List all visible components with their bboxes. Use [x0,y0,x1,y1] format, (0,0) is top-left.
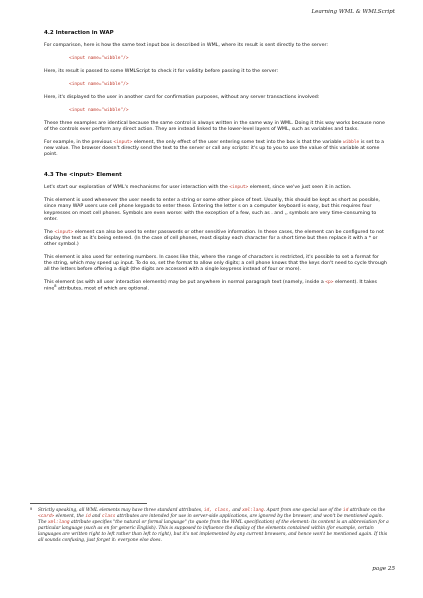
footnote [30,508,390,543]
page-number: page 25 [372,566,395,572]
paragraph [44,140,388,159]
text-run: attributes, most of which are optional. [56,286,149,292]
text-run: attribute on the [348,508,386,513]
text-run: element, the only effect of the user entering some text into the box is that the variable [132,139,343,145]
text-run: and [90,513,102,519]
inline-code: xml:lang [242,508,264,513]
text-run: This element (as with all user interaction elements) may be put anywhere in normal paragraph text (namely, inside a [44,280,326,286]
code-sample: <input name="wibble"/> [69,56,129,61]
heading-code: <input> [68,172,95,179]
text-run: element, the [54,513,86,519]
inline-code: wibble [343,139,360,145]
paragraph: For comparison, here is how the same text input box is described in WML, where its result is sent directly to the server: [44,43,328,49]
paragraph [44,280,388,293]
inline-code: xml:lang [47,519,70,525]
inline-code: <p> [325,280,334,286]
paragraph [44,230,388,249]
paragraph [44,185,388,191]
heading-run: Element [94,172,122,179]
code-sample: <input name="wibble"/> [69,81,129,87]
paragraph: These three examples are identical because the same control is always written in the same way in WML. Doing it this way works because none of the controls ever perform any direct action. They are instead linked to the lower-level layers of WML, such as variables and tasks. [44,120,385,132]
page-body [44,30,388,300]
section-heading-4-3 [44,172,388,178]
paragraph: This element is also used for entering numbers. In cases like this, where the range of characters is restricted, it's possible to set a format for the string, which may speed up input. To do so, set the format to allow only digits; a cell phone knows that the keys don't need to cycle through all the letters before offering a digit (the digits are accessed with a single keypress instead of four or more). [44,254,387,273]
text-run: and [230,508,243,513]
text-run: Let's start our exploration of WML's mechanisms for user interaction with the [44,185,230,191]
text-run: element, since we've just seen it in action. [248,185,352,191]
inline-code: id, class, [203,508,231,513]
footnote-ref[interactable]: 8 [54,284,57,289]
inline-code: class [101,513,116,519]
paragraph: Here, it's displayed to the user in another card for confirmation purposes, without any server transactions involved: [44,94,320,100]
paragraph: Here, its result is passed to some WMLScript to check it for validity before passing it to the server: [44,69,279,74]
heading-run: 4.3 The [44,172,69,179]
section-heading-4-2: 4.2 Interaction in WAP [44,30,114,36]
inline-code: id [85,513,91,519]
text-run: The [44,229,55,235]
text-run: For example, in the previous [44,139,114,145]
inline-code: <card> [38,513,55,519]
text-run: attributes are intended for use in server-side applications, are ignored by the browser, and won't be mentioned again. The [38,513,383,525]
text-run: is set to a new value. The browser doesn't directly send the text to the server or call any scripts: it's up to you to use the value of this variable at some point. [44,139,385,157]
text-run: element). It takes nine [44,280,377,292]
text-run: attribute specifies "the natural or formal language" (to quote from the WML specification) of the element: its content is an abbreviation for a particular language (such as en for generic English). This is supposed to influence the display of the elements contained within (for example, certain languages are written right to left rather than left to right), but it's not implemented by any current browsers, and hence won't be mentioned again. If this all sounds confusing, just forget it: everyone else does. [38,519,389,543]
text-run: Strictly speaking, all WML elements may have three standard attributes, [38,508,204,513]
inline-code: id [342,508,349,513]
inline-code: <input> [113,139,133,145]
footnote-divider [30,503,147,504]
inline-code: <input> [229,185,249,191]
code-sample: <input name="wibble"/> [69,107,129,113]
footnote-marker: 8 [30,507,33,511]
text-run: . Apart from one special use of the [263,508,343,513]
text-run: element can also be used to enter passwords or other sensitive information. In these cases, the element can be configured to not display the text as it's being entered. (In the case of cell phones, most display each character for a short time but then replace it with a * or other symbol.) [44,229,384,248]
inline-code: <input> [54,229,74,235]
footnote-text [38,508,390,543]
paragraph: This element is used whenever the user needs to enter a string or some other piece of text. Usually, this should be kept as short as possible, since many WAP users use cell phone keypads to enter these. Entering the letter s on a computer keyboard is easy, but this requires four keypresses on most cell phones. Symbols are even worse: with the exception of a few, such as . and ,, symbols are very time-consuming to enter. [44,198,380,222]
running-title: Learning WML & WMLScript [311,9,395,15]
